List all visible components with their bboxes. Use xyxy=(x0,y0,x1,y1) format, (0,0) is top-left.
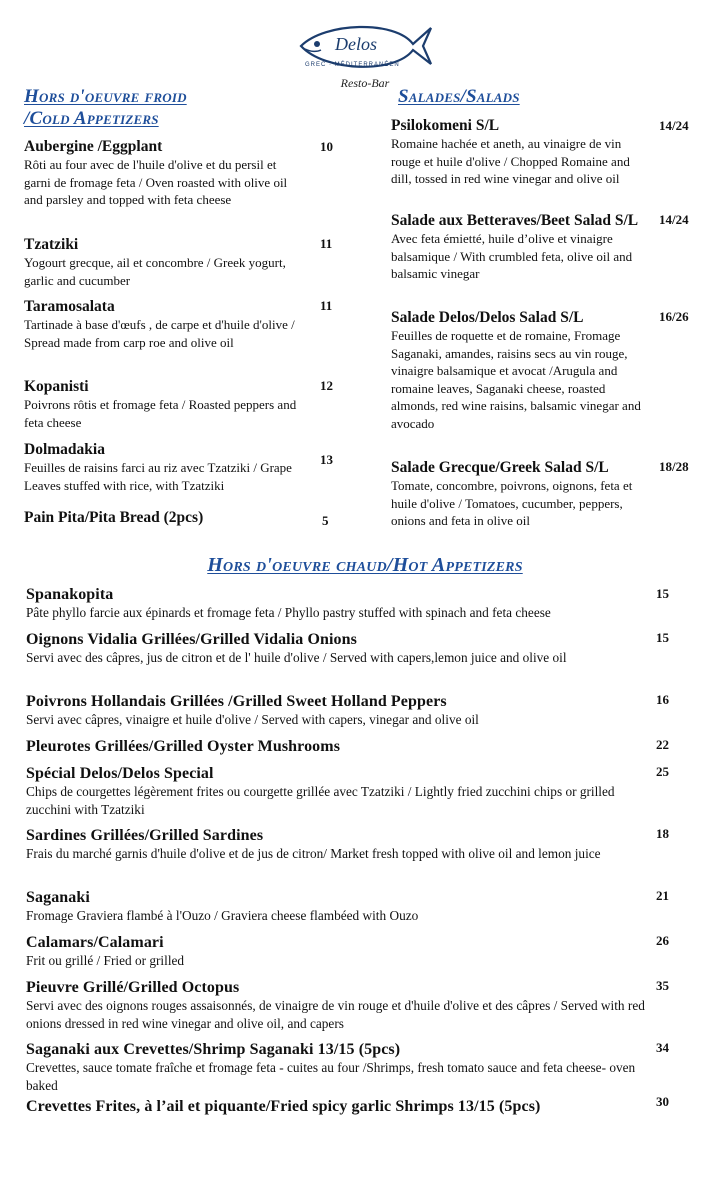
item-price: 11 xyxy=(320,298,333,313)
item-name xyxy=(391,212,653,230)
cold-title-line2: /Cold Appetizers xyxy=(24,108,159,129)
item-description: Rôti au four avec de l'huile d'olive et du persil et garni de fromage feta / Oven roasted with olive oil and parsley and topped with feta cheese xyxy=(24,157,288,207)
logo-tagline: Resto-Bar xyxy=(340,76,390,90)
item-description: Fromage Graviera flambé à l'Ouzo / Graviera cheese flambéed with Ouzo xyxy=(26,908,419,923)
item-name: Pleurotes Grillées/Grilled Oyster Mushrooms xyxy=(26,738,341,755)
item-name: Spécial Delos/Delos Special xyxy=(26,765,214,782)
menu-item xyxy=(26,1040,646,1094)
item-name xyxy=(391,459,653,477)
menu-item xyxy=(24,378,306,431)
item-price: 11 xyxy=(320,236,333,251)
item-name-text: Salade aux Betteraves/Beet Salad xyxy=(391,212,611,229)
item-description: Frais du marché garnis d'huile d'olive et de jus de citron/ Market fresh topped with olive oil and lemon juice xyxy=(26,846,601,861)
item-price: 16/26 xyxy=(659,309,689,324)
menu-item xyxy=(391,117,653,188)
menu-item xyxy=(26,692,646,729)
item-description: Yogourt grecque, ail et concombre / Greek yogurt, garlic and cucumber xyxy=(24,255,286,288)
menu-item xyxy=(391,212,653,283)
item-name: Poivrons Hollandais Grillées /Grilled Sweet Holland Peppers xyxy=(26,693,447,710)
item-price: 26 xyxy=(656,933,669,948)
menu-item xyxy=(24,236,306,289)
item-name: Saganaki xyxy=(26,889,90,906)
item-price: 14/24 xyxy=(659,118,689,133)
item-price: 35 xyxy=(656,978,669,993)
item-name: Sardines Grillées/Grilled Sardines xyxy=(26,827,264,844)
item-name: Pain Pita/Pita Bread (2pcs) xyxy=(24,509,204,526)
menu-item xyxy=(24,441,314,494)
item-name: Calamars/Calamari xyxy=(26,934,164,951)
item-description: Feuilles de roquette et de romaine, Fromage Saganaki, amandes, raisins secs au vin rouge, vinaigre balsamique et avocat /Arugula and romaine leaves, Saganaki cheese, roasted almonds, red wine raisins, balsamic vinegar and avocado xyxy=(391,328,641,431)
cold-appetizers-title xyxy=(24,86,284,130)
item-name-text: Salade Grecque/Greek Salad xyxy=(391,459,582,476)
menu-item xyxy=(26,978,650,1032)
item-name: Dolmadakia xyxy=(24,441,105,458)
item-price: 16 xyxy=(656,692,669,707)
item-description: Tartinade à base d'œufs , de carpe et d'huile d'olive / Spread made from carp roe and olive oil xyxy=(24,317,295,350)
item-price: 34 xyxy=(656,1040,669,1055)
menu-item xyxy=(26,826,646,863)
item-name: Oignons Vidalia Grillées/Grilled Vidalia Onions xyxy=(26,631,357,648)
menu-item xyxy=(24,509,314,527)
item-size: S/L xyxy=(585,459,609,476)
item-description: Frit ou grillé / Fried or grilled xyxy=(26,953,185,968)
menu-item xyxy=(26,585,646,622)
item-name-text: Psilokomeni xyxy=(391,117,472,134)
item-description: Chips de courgettes légèrement frites ou courgette grillée avec Tzatziki / Lightly fried zucchini chips or grilled zucchini with Tzatziki xyxy=(26,784,615,817)
item-name: Tzatziki xyxy=(24,236,79,253)
menu-item xyxy=(26,1097,650,1116)
menu-item xyxy=(391,309,653,432)
menu-item xyxy=(26,888,646,925)
item-description: Servi avec des câpres, jus de citron et de l' huile d'olive / Served with capers,lemon juice and olive oil xyxy=(26,650,567,665)
logo-subtitle: GREC · MÉDITERRANÉEN xyxy=(305,62,400,68)
item-name xyxy=(391,117,653,135)
hot-appetizers-title: Hors d'oeuvre chaud/Hot Appetizers xyxy=(207,554,523,576)
item-size: S/L xyxy=(560,309,584,326)
menu-item xyxy=(24,138,306,209)
menu-item xyxy=(26,933,646,970)
restaurant-logo xyxy=(295,22,435,92)
item-price: 5 xyxy=(322,513,329,528)
item-name: Saganaki aux Crevettes/Shrimp Saganaki 13/15 (5pcs) xyxy=(26,1041,401,1058)
item-name-text: Salade Delos/Delos Salad xyxy=(391,309,557,326)
logo-name: Delos xyxy=(335,34,377,54)
item-name: Crevettes Frites, à l’ail et piquante/Fried spicy garlic Shrimps 13/15 (5pcs) xyxy=(26,1098,541,1115)
item-name xyxy=(391,309,653,327)
item-description: Poivrons rôtis et fromage feta / Roasted peppers and feta cheese xyxy=(24,397,297,430)
item-price: 10 xyxy=(320,139,333,154)
menu-item xyxy=(24,298,314,351)
item-description: Crevettes, sauce tomate fraîche et fromage feta - cuites au four /Shrimps, fresh tomato sauce and feta cheese- oven baked xyxy=(26,1060,636,1093)
item-description: Avec feta émietté, huile d’olive et vinaigre balsamique / With crumbled feta, olive oil and balsamic vinegar xyxy=(391,231,633,281)
item-name: Pieuvre Grillé/Grilled Octopus xyxy=(26,979,240,996)
item-description: Servi avec des oignons rouges assaisonnés, de vinaigre de vin rouge et d'huile d'olive et des câpres / Served with red onions dressed in red wine vinegar and olive oil, and capers xyxy=(26,998,645,1031)
item-name: Aubergine /Eggplant xyxy=(24,138,163,155)
item-size: S/L xyxy=(475,117,500,134)
item-price: 12 xyxy=(320,378,333,393)
item-description: Tomate, concombre, poivrons, oignons, feta et huile d'olive / Tomatoes, cucumber, peppers, onions and feta in olive oil xyxy=(391,478,633,528)
item-price: 25 xyxy=(656,764,669,779)
menu-item xyxy=(26,630,646,667)
menu-item xyxy=(26,737,646,756)
item-size: S/L xyxy=(614,212,639,229)
item-price: 18/28 xyxy=(659,459,689,474)
item-description: Feuilles de raisins farci au riz avec Tzatziki / Grape Leaves stuffed with rice, with Tzatziki xyxy=(24,460,292,493)
item-price: 14/24 xyxy=(659,212,689,227)
item-description: Pâte phyllo farcie aux épinards et fromage feta / Phyllo pastry stuffed with spinach and feta cheese xyxy=(26,605,551,620)
item-price: 18 xyxy=(656,826,669,841)
item-price: 15 xyxy=(656,586,669,601)
menu-item xyxy=(26,764,650,818)
item-name: Taramosalata xyxy=(24,298,115,315)
item-price: 13 xyxy=(320,452,333,467)
item-name: Spanakopita xyxy=(26,586,114,603)
menu-item xyxy=(391,459,653,530)
salads-title: Salades/Salads xyxy=(398,86,520,107)
item-price: 15 xyxy=(656,630,669,645)
cold-title-line1: Hors d'oeuvre froid xyxy=(24,86,187,107)
item-price: 22 xyxy=(656,737,669,752)
item-price: 30 xyxy=(656,1094,669,1109)
item-description: Servi avec câpres, vinaigre et huile d'olive / Served with capers, vinegar and olive oil xyxy=(26,712,479,727)
item-name: Kopanisti xyxy=(24,378,89,395)
item-description: Romaine hachée et aneth, au vinaigre de vin rouge et huile d'olive / Chopped Romaine and dill, tossed in red wine vinegar and olive oil xyxy=(391,136,630,186)
item-price: 21 xyxy=(656,888,669,903)
